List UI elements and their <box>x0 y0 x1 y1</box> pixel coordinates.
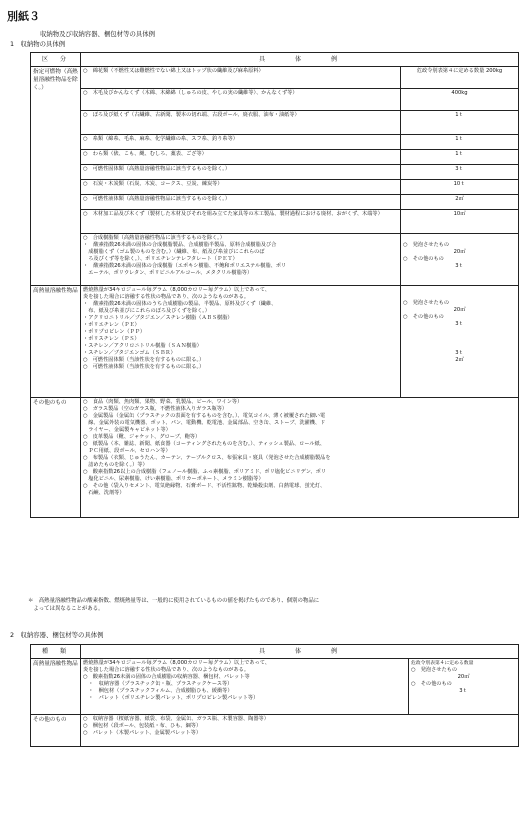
table-row-item: ○ 木材加工品及び木くず（製材した木材及びそれを組み立てた家具等の木工製品、製材過程における廃材、おがくず、木端等） <box>81 210 401 234</box>
table-row-item: ○ 木毛及びかんなくず（木綿、木綿綿（しゅろの皮、やしの実の繊維等）、かんなくず等） <box>81 89 401 111</box>
section2-title: 2 収納容器、梱包材等の具体例 <box>10 631 104 639</box>
other-line: ○ 収納容器（桜紙容器、紙袋、布袋、金属缶、ガラス瓶、木製容器、陶器等） <box>83 716 269 722</box>
table-row-amount: 1ｔ <box>401 111 519 135</box>
hm-line: ○ 可燃性固体類（当該性状を有するものに限る。） <box>83 357 205 363</box>
hm-line: 燃焼熱量が34キロジュール毎グラム（8,000カロリー毎グラム）以上であって、 <box>83 287 270 293</box>
section1-title: 1 収納物の具体例 <box>10 40 66 48</box>
plastics-line: 成樹脂くず（ゴム製のものを含む。）（繊維、布、紙及び糸並びにこれらのぼ <box>83 249 265 255</box>
hm-line: ・ パレット（ポリエチレン製パレット、ポリプロピレン製パレット等） <box>83 695 259 701</box>
hm-line: ・ポリスチレン（ＰＳ） <box>83 336 140 342</box>
table-row-amount: 10ｔ <box>401 180 519 195</box>
other-line: 塩化ビニル、尿素樹脂、けい素樹脂、ポリカーボネート、メラミン樹脂等） <box>83 476 264 482</box>
table-containers-examples <box>30 644 519 747</box>
high-melt-amount <box>409 659 519 715</box>
other-line: 詰めたものを除く。）等） <box>83 462 148 468</box>
header-example: 具 体 例 <box>81 53 519 67</box>
hm-line: 炎を接した場合に溶融する性状の物品であり、次のようなものがある。 <box>83 667 250 673</box>
hm-line: ・ 梱包材（プラスチックフィルム、合成樹脂ひも、緩衝等） <box>83 688 233 694</box>
table-row-item: ○ 可燃性液体類（高熱量溶融性物品に該当するものを除く。） <box>81 195 401 210</box>
high-melt-item <box>81 286 401 398</box>
high-melt-amount <box>401 286 519 398</box>
table-row-amount: 2㎥ <box>401 195 519 210</box>
other-line: ○ 紙製品（本、雑誌、新聞、紙食器（コーティングされたものを含む。）、ティッシュ製品、ロール紙、 <box>83 441 325 447</box>
footnote <box>28 597 498 613</box>
table-row-amount: 1ｔ <box>401 135 519 150</box>
other-line: ○ ガラス製品（空のガラス瓶、不燃性液体入りガラス瓶等） <box>83 406 228 412</box>
hm-line: ・スチレン／アクリロニトリル樹脂（ＳＡＮ樹脂） <box>83 343 202 349</box>
plastics-line: ○ 合成樹脂類（高熱量溶融性物品に該当するものを除く。） <box>83 235 225 241</box>
plastics-line: ・ 酸素指数26未満の固体の合成樹脂製品、合成樹脂半製品、原料合成樹脂及び合 <box>83 242 277 248</box>
other-line: 石鹸、洗剤等） <box>83 490 125 496</box>
document-title: 収納物及び収納容器、梱包材等の具体例 <box>40 30 156 38</box>
header-type: 種 類 <box>31 645 81 659</box>
amount-line: 3ｔ <box>455 350 464 356</box>
amount-line: 危政令別表第４に定める数量 <box>411 661 474 666</box>
category-high-melt: 高熱量溶融性物品 <box>31 659 81 715</box>
amount-line: ○ 発泡させたもの <box>403 242 450 248</box>
table-row-amount: 400kg <box>401 89 519 111</box>
other-line: ○ 金属製品（金属缶（プラスチックの表面を有するものを含む。）、電気コイル、薄く被覆された細い電 <box>83 413 326 419</box>
category-other: その他のもの <box>31 715 81 747</box>
category-other: その他のもの <box>31 398 81 518</box>
hm-line: 炎を接した場合に溶融する性状の物品であり、次のようなものがある。 <box>83 294 250 300</box>
table-row-item: ○ ぼろ及び紙くず（古繊維、古新聞、製本の切れ端、古段ボール、廃衣服、油布・油紙等） <box>81 111 401 135</box>
high-melt-item <box>81 659 409 715</box>
table-row-item: ○ わら類（俵、こも、縄、むしろ、藁表、ござ等） <box>81 150 401 165</box>
hm-line: ・アクリロニトリル／ブタジエン／スチレン樹脂（ＡＢＳ樹脂） <box>83 315 233 321</box>
table-row-item: ○ 綿花類（不燃性又は難燃性でない綿上又はトップ状の繊維及び麻糸原料） <box>81 67 401 89</box>
other-line: ○ 皮革製品（靴、ジャケット、グローブ、鞄等） <box>83 434 201 440</box>
plastics-item <box>81 234 401 286</box>
category-designated: 指定可燃物（高熱量溶融性物品を除く。） <box>31 67 81 286</box>
other-line: ○ パレット（木製パレット、金属製パレット等） <box>83 730 202 736</box>
other-line: ＰＣ用紙、段ボール、セロハン等） <box>83 448 171 454</box>
table-row-item: ○ 糸類（綿糸、毛糸、麻糸、化学繊維の糸、スフ糸、釣り糸等） <box>81 135 401 150</box>
plastics-line: エーテル、ポリウレタン、ポリビニルアルコール、メタクリル樹脂等） <box>83 270 253 276</box>
hm-line: ○ 酸素指数26未満の固体の合成樹脂の収納容器、梱包材、パレット等 <box>83 674 250 680</box>
category-high-melt: 高熱量溶融性物品 <box>31 286 81 398</box>
hm-line: ・ポリプロピレン（ＰＰ） <box>83 329 146 335</box>
other-item <box>81 398 519 518</box>
table-row-item: ○ 可燃性固体類（高熱量溶融性物品に該当するものを除く。） <box>81 165 401 180</box>
other-line: ○ 食品（肉類、魚肉類、果物、野菜、乳製品、ビール、ワイン等） <box>83 399 243 405</box>
table-row-amount: 1ｔ <box>401 150 519 165</box>
other-line: ○ 布製品（衣類、じゅうたん、カーテン、テーブルクロス、布張家具・寝具（発泡させた合成樹脂製品を <box>83 455 331 461</box>
other-line: ライヤー、金属製キャビネット等） <box>83 427 171 433</box>
table-row-item: ○ 石炭・木炭類（石炭、木炭、コークス、豆炭、練炭等） <box>81 180 401 195</box>
header-example: 具 体 例 <box>81 645 519 659</box>
hm-line: ○ 可燃性液体類（当該性状を有するものに限る。） <box>83 364 205 370</box>
amount-line: ○ その他のもの <box>411 681 452 687</box>
hm-line: 布、紙及び糸並びにこれらのぼろ及びくずを除く。） <box>83 308 210 314</box>
plastics-line: ・ 酸素指数26未満の固体の合成樹脂（エポキシ樹脂、不飽和ポリエステル樹脂、ポリ <box>83 263 287 269</box>
table-row-amount: 10㎥ <box>401 210 519 234</box>
hm-line: ・スチレン／ブタジエンゴム（ＳＢＲ） <box>83 350 176 356</box>
amount-line: 3ｔ <box>459 688 468 694</box>
amount-line: 2㎥ <box>455 357 464 363</box>
other-line: ○ その他（袋入りセメント、電気絶縁物、石膏ボード、不活性鉱物、乾燥殺虫剤、白熱電球、蛍光灯、 <box>83 483 326 489</box>
amount-line: 20㎥ <box>453 249 466 255</box>
amount-line: ○ その他のもの <box>403 314 444 320</box>
amount-line: ○ 発泡させたもの <box>403 300 450 306</box>
other-line: 線、金属外装の電気機器、ポット、パン、電動機、乾電池、金属部品、空き缶、ストーブ、洗濯機、ド <box>83 420 326 426</box>
amount-line: 3ｔ <box>455 263 464 269</box>
other-line: ○ 梱包材（段ボール、包装紙・布、ひも、綱等） <box>83 723 202 729</box>
plastics-line: ろ及びくず等を除く。）、ポリエチレンテレフタレート（ＰＥＴ） <box>83 256 238 262</box>
hm-line: 燃焼熱量が34キロジュール毎グラム（8,000カロリー毎グラム）以上であって、 <box>83 660 270 666</box>
hm-line: ・ 酸素指数26未満の固体のうち合成樹脂の製品、半製品、原料及びくず（繊維、 <box>83 301 277 307</box>
amount-line: 20㎥ <box>457 674 470 680</box>
hm-line: ・ 収納容器（プラスチック缶・瓶、プラスチックケース等） <box>83 681 233 687</box>
amount-line: ○ 発泡させたもの <box>411 667 458 673</box>
footnote-line: ＊ 高熱量溶融性物品の酸素指数、燃焼熱量等は、一般的に使用されているものの値を掲げたものであり、個別の物品に <box>28 598 320 604</box>
appendix-title: 別紙３ <box>7 10 40 23</box>
header-category: 区 分 <box>31 53 81 67</box>
table-contents-examples <box>30 52 519 518</box>
footnote-line: よっては異なることがある。 <box>28 606 104 612</box>
plastics-amount <box>401 234 519 286</box>
table-row-amount: 3ｔ <box>401 165 519 180</box>
hm-line: ・ポリエチレン（ＰＥ） <box>83 322 140 328</box>
other-item <box>81 715 519 747</box>
amount-line: ○ その他のもの <box>403 256 444 262</box>
amount-line: 20㎥ <box>453 307 466 313</box>
other-line: ○ 酸素指数26以上の合成樹脂（フェノール樹脂、ふっ素樹脂、ポリアミド、ポリ塩化ビニリデン、ポリ <box>83 469 327 475</box>
table-row-amount: 危政令別表第４に定める数量 200kg <box>401 67 519 89</box>
amount-line: 3ｔ <box>455 321 464 327</box>
